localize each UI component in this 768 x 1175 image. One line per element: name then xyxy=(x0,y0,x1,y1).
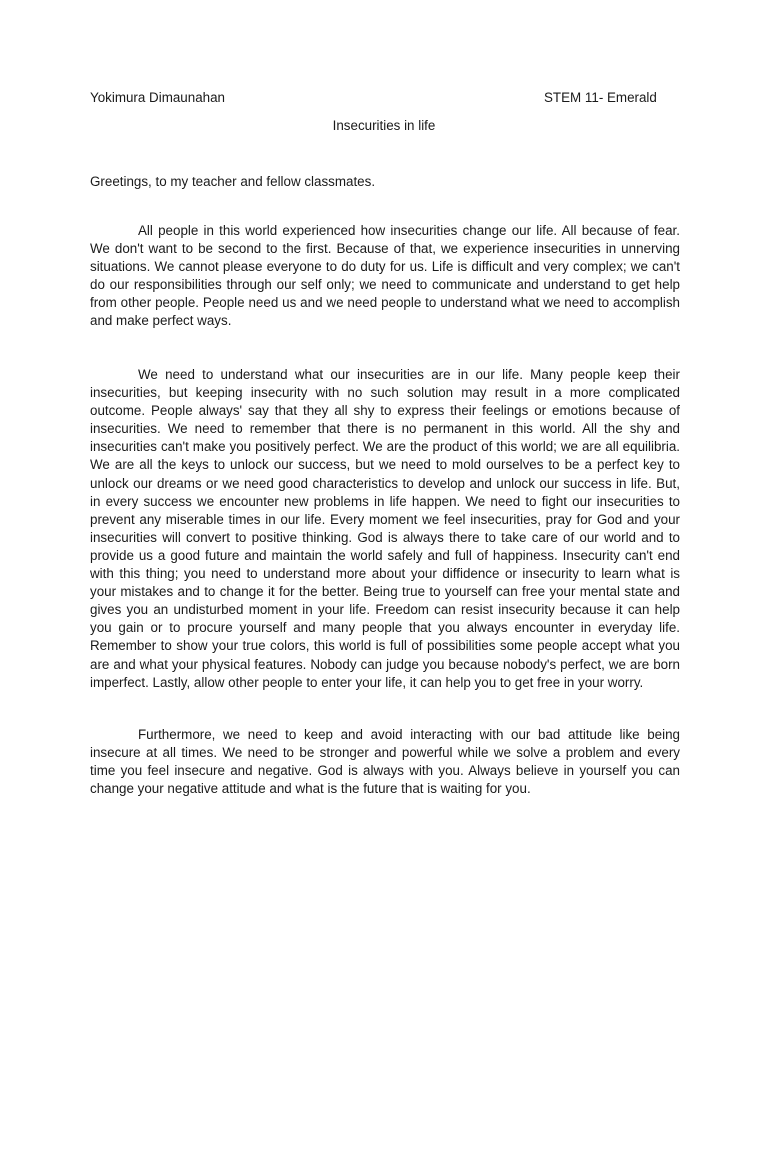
paragraph-3: Furthermore, we need to keep and avoid interacting with our bad attitude like being insecure at all times. We need to be stronger and powerful while we solve a problem and every time you feel insecure and negative. God is always with you. Always believe in yourself you can change your negative attitude and what is the future that is waiting for you. xyxy=(90,727,680,797)
paragraph-1: All people in this world experienced how insecurities change our life. All because of fear. We don't want to be second to the first. Because of that, we experience insecurities in unnerving situations. We cannot please everyone to do duty for us. Life is difficult and very complex; we can't do our responsibilities through our self only; we need to communicate and understand to get help from other people. People need us and we need people to understand what we need to accomplish and make perfect ways. xyxy=(90,223,680,329)
paragraph-2: We need to understand what our insecurities are in our life. Many people keep their insecurities, but keeping insecurity with no such solution may result in a more complicated outcome. People always' say that they all shy to express their feelings or emotions because of insecurities. We need to remember that there is no permanent in this world. All the shy and insecurities can't make you positively perfect. We are the product of this world; we are all equilibria. We are all the keys to unlock our success, but we need to mold ourselves to be a perfect key to unlock our dreams or we need good characteristics to develop and unlock our success in life. But, in every success we encounter new problems in life happen. We need to fight our insecurities to prevent any miserable times in our life. Every moment we feel insecurities, pray for God and your insecurities will convert to positive thinking. God is always there to take care of our world and to provide us a good future and maintain the world safely and full of happiness. Insecurity can't end with this thing; you need to understand more about your diffidence or insecurity to learn what is your mistakes and to change it for the better. Being true to yourself can free your mental state and gives you an undisturbed moment in your life. Freedom can resist insecurity because it can help you gain or to procure yourself and many people that you always encounter in everyday life. Remember to show your true colors, this world is full of possibilities some people accept what you are and what your physical features. Nobody can judge you because nobody's perfect, we are born imperfect. Lastly, allow other people to enter your life, it can help you to get free in your worry. xyxy=(90,367,680,690)
document-header xyxy=(90,90,680,108)
greeting-line: Greetings, to my teacher and fellow classmates. xyxy=(90,174,376,189)
document-title: Insecurities in life xyxy=(332,118,436,133)
section-name: STEM 11- Emerald xyxy=(544,90,657,105)
author-name: Yokimura Dimaunahan xyxy=(90,90,225,105)
